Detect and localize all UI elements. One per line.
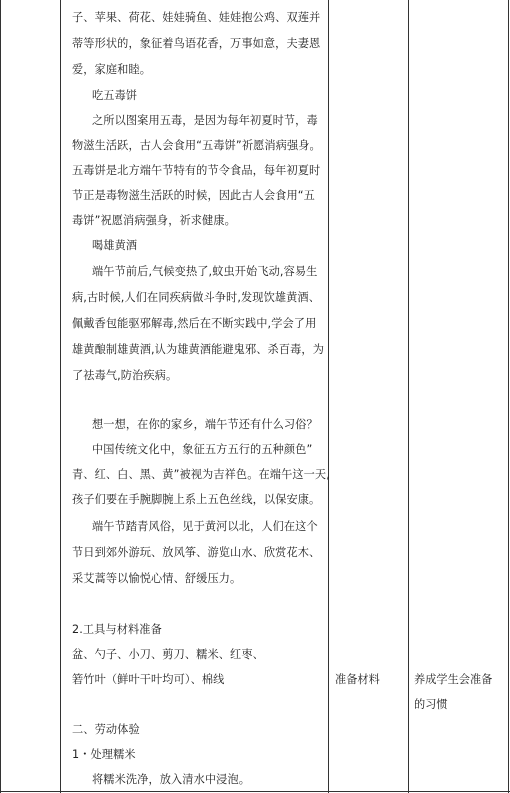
section-heading: 喝雄黄酒 — [92, 239, 138, 252]
prepare-materials-cell: 准备材料 — [335, 673, 380, 686]
text-line: 物滋生活跃，古人会食用“五毒饼”祈愿消病强身。 — [72, 139, 321, 152]
table-divider-3 — [408, 0, 409, 793]
text-line: 端午节前后,气候变热了,蚊虫开始飞动,容易生 — [92, 265, 318, 278]
text-line: 想一想，在你的家乡，端午节还有什么习俗？ — [92, 418, 318, 431]
text-line: 孩子们要在手腕脚腕上系上五色丝线，以保安康。 — [72, 493, 321, 506]
text-line: 盆、勺子、小刀、剪刀、糯米、红枣、 — [72, 648, 264, 661]
text-line: 五毒饼是北方端午节特有的节令食品，每年初夏时 — [72, 164, 321, 177]
goal-cell-line: 的习惯 — [414, 698, 448, 711]
section-heading: 吃五毒饼 — [92, 89, 138, 102]
section-heading: 二、劳动体验 — [72, 723, 140, 736]
text-line: 采艾蒿等以愉悦心情、舒缓压力。 — [72, 572, 242, 585]
text-line: 端午节踏青风俗，见于黄河以北，人们在这个 — [92, 520, 318, 533]
text-line: 佩戴香包能驱邪解毒,然后在不断实践中,学会了用 — [72, 317, 317, 330]
table-border-bottom — [0, 791, 510, 792]
text-line: 雄黄酿制雄黄酒,认为雄黄酒能避鬼邪、杀百毒，为 — [72, 343, 324, 356]
text-line: 了祛毒气,防治疾病。 — [72, 369, 178, 382]
text-line: 节日到郊外游玩、放风筝、游览山水、欣赏花木、 — [72, 546, 321, 559]
text-line: 之所以图案用五毒，是因为每年初夏时节，毒 — [92, 114, 318, 127]
text-line: 病,古时候,人们在同疾病做斗争时,发现饮雄黄酒、 — [72, 291, 321, 304]
text-line: 中国传统文化中，象征五方五行的五种颜色” — [92, 443, 313, 456]
subsection-heading: 1・处理糯米 — [72, 748, 136, 761]
table-divider-2 — [328, 0, 329, 793]
table-border-left — [0, 0, 1, 793]
text-line: 节正是毒物滋生活跃的时候，因此古人会食用“五 — [72, 189, 315, 202]
text-line: 箬竹叶（鲜叶干叶均可）、棉线 — [72, 673, 225, 686]
goal-cell-line: 养成学生会准备 — [414, 673, 493, 686]
text-line: 青、红、白、黑、黄”被视为吉祥色。在端午这一天, — [72, 468, 330, 481]
table-border-right — [508, 0, 509, 793]
text-line: 毒饼”祝愿消病强身，祈求健康。 — [72, 214, 236, 227]
text-line: 爱，家庭和睦。 — [72, 63, 152, 76]
text-line: 将糯米洗净，放入清水中浸泡。 — [92, 773, 251, 786]
text-line: 蒂等形状的，象征着鸟语花香，万事如意，夫妻恩 — [72, 37, 321, 50]
text-line: 子、苹果、荷花、娃娃骑鱼、娃娃抱公鸡、双莲并 — [72, 11, 321, 24]
table-divider-1 — [60, 0, 61, 793]
section-heading: 2.工具与材料准备 — [72, 623, 162, 636]
